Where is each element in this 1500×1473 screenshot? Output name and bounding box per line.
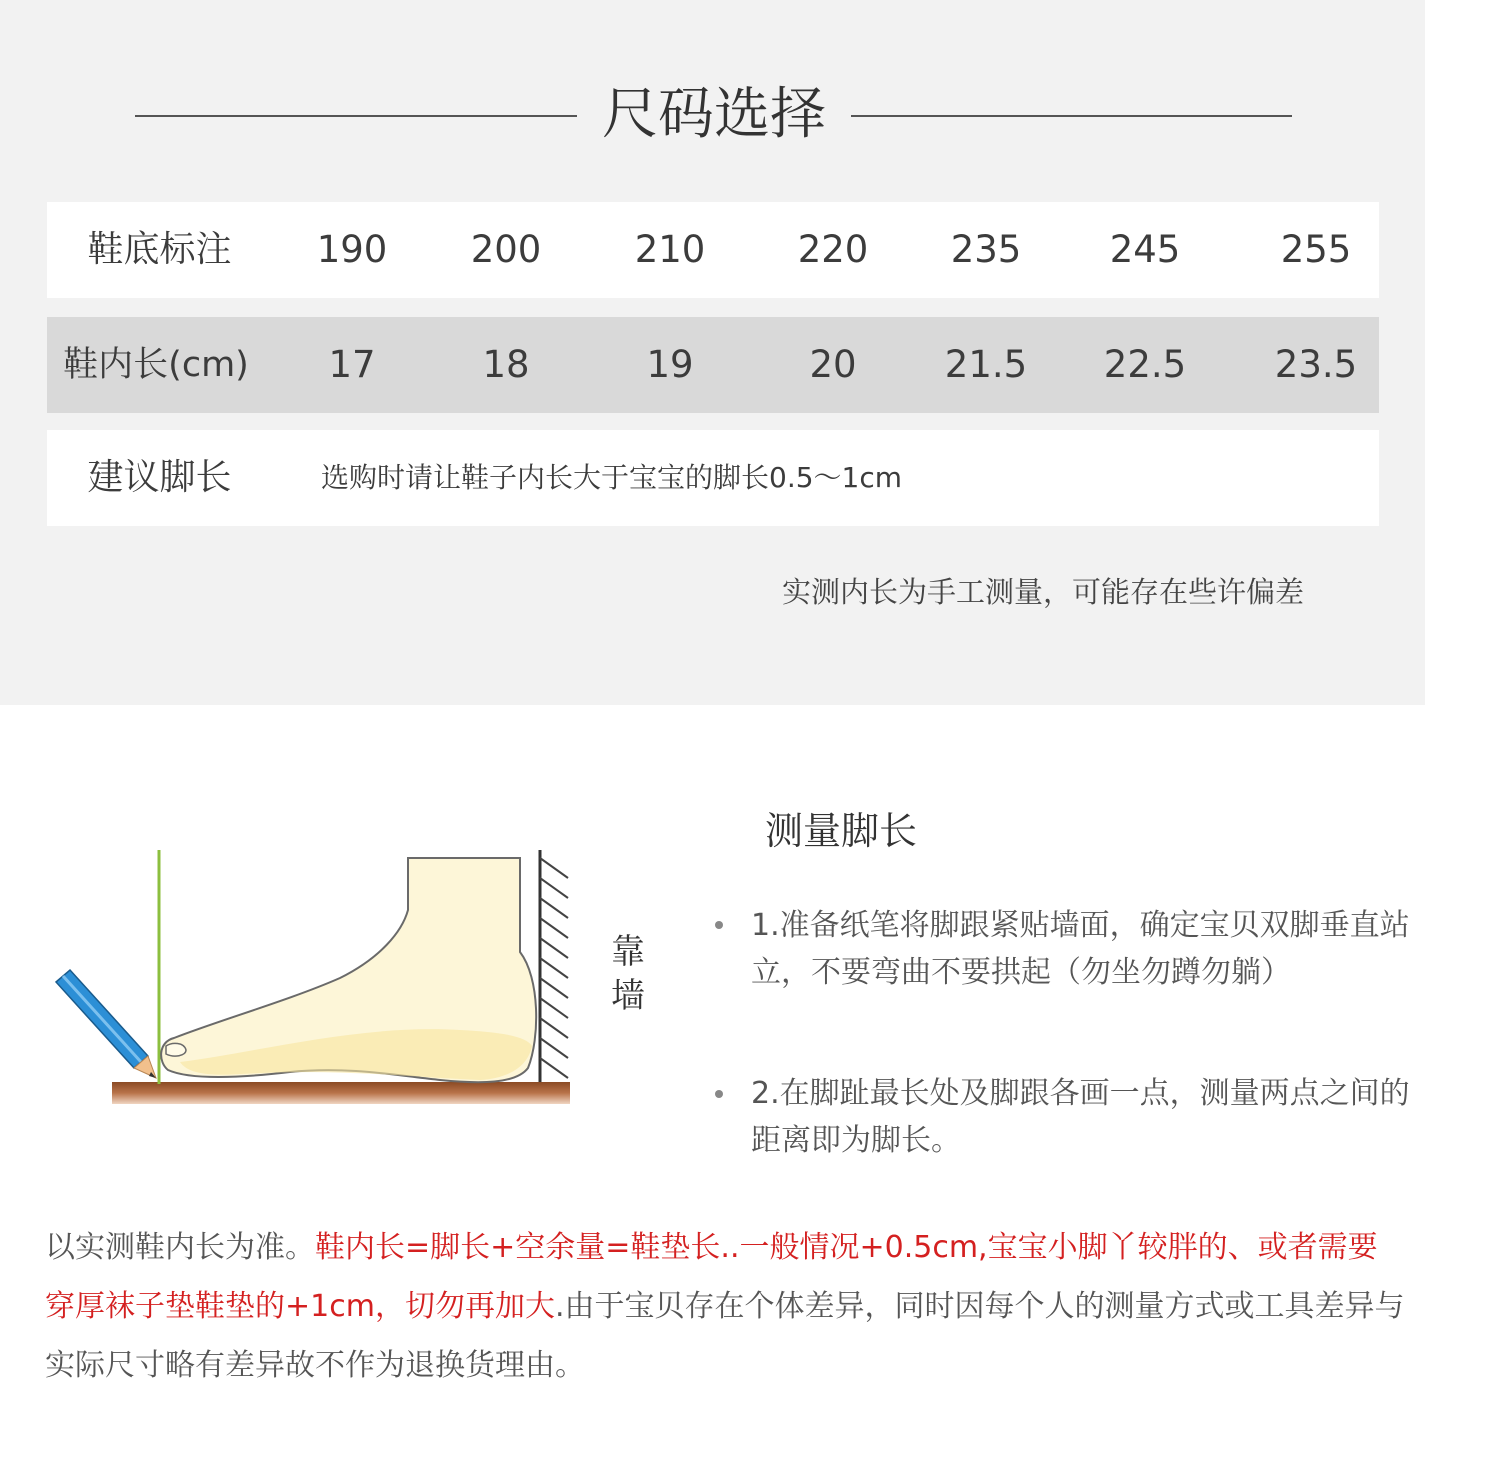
size-cell: 190 xyxy=(316,228,388,271)
row-label: 建议脚长 xyxy=(87,457,232,498)
bullet-dot xyxy=(715,921,723,929)
size-cell: 21.5 xyxy=(944,343,1028,386)
size-cell: 245 xyxy=(1109,228,1181,271)
size-cell: 255 xyxy=(1280,228,1352,271)
measure-step-1: 1.准备纸笔将脚跟紧贴墙面，确定宝贝双脚垂直站立，不要弯曲不要拱起（勿坐勿蹲勿躺） xyxy=(751,908,1410,990)
size-section-title: 尺码选择 xyxy=(602,82,826,147)
title-rule-left xyxy=(135,115,577,117)
notice-text-highlight: 鞋内长=脚长+空余量=鞋垫长..一般情况+0.5cm,宝宝小脚丫较胖的、或者需要穿厚袜子垫鞋垫的+1cm，切勿再加大 xyxy=(45,1230,1378,1324)
measurement-caveat: 实测内长为手工测量，可能存在些许偏差 xyxy=(781,575,1304,609)
wall-icon xyxy=(540,850,568,1084)
size-cell: 220 xyxy=(797,228,869,271)
floor-icon xyxy=(112,1082,570,1104)
size-cell: 235 xyxy=(950,228,1022,271)
measure-section-title: 测量脚长 xyxy=(765,809,918,853)
sizing-notice xyxy=(45,1218,1405,1395)
size-cell: 19 xyxy=(646,343,694,386)
size-cell: 20 xyxy=(809,343,857,386)
size-cell: 23.5 xyxy=(1274,343,1358,386)
size-chart-panel xyxy=(0,0,1425,705)
measure-step-2: 2.在脚趾最长处及脚跟各画一点，测量两点之间的距离即为脚长。 xyxy=(751,1076,1410,1158)
bullet-dot xyxy=(715,1090,723,1098)
size-cell: 210 xyxy=(634,228,706,271)
title-rule-right xyxy=(851,115,1292,117)
size-row-inner-length xyxy=(47,317,1379,413)
size-row-suggested-foot xyxy=(47,430,1379,526)
notice-text-intro: 以实测鞋内长为准。 xyxy=(45,1230,315,1265)
pencil-icon xyxy=(56,970,156,1078)
size-cell: 17 xyxy=(328,343,376,386)
size-cell: 200 xyxy=(470,228,542,271)
foot-measure-illustration xyxy=(40,840,680,1120)
wall-label: 靠墙 xyxy=(611,932,645,1016)
size-cell: 18 xyxy=(482,343,530,386)
suggestion-note: 选购时请让鞋子内长大于宝宝的脚长0.5～1cm xyxy=(321,461,903,494)
foot-icon xyxy=(161,858,536,1082)
notice-text-disclaimer: .由于宝贝存在个体差异，同时因每个人的测量方式或工具差异与实际尺寸略有差异故不作为退换货理由。 xyxy=(45,1289,1405,1383)
row-label: 鞋内长(cm) xyxy=(63,345,249,385)
row-label: 鞋底标注 xyxy=(87,229,232,270)
size-row-sole-mark xyxy=(47,202,1379,298)
size-cell: 22.5 xyxy=(1103,343,1187,386)
